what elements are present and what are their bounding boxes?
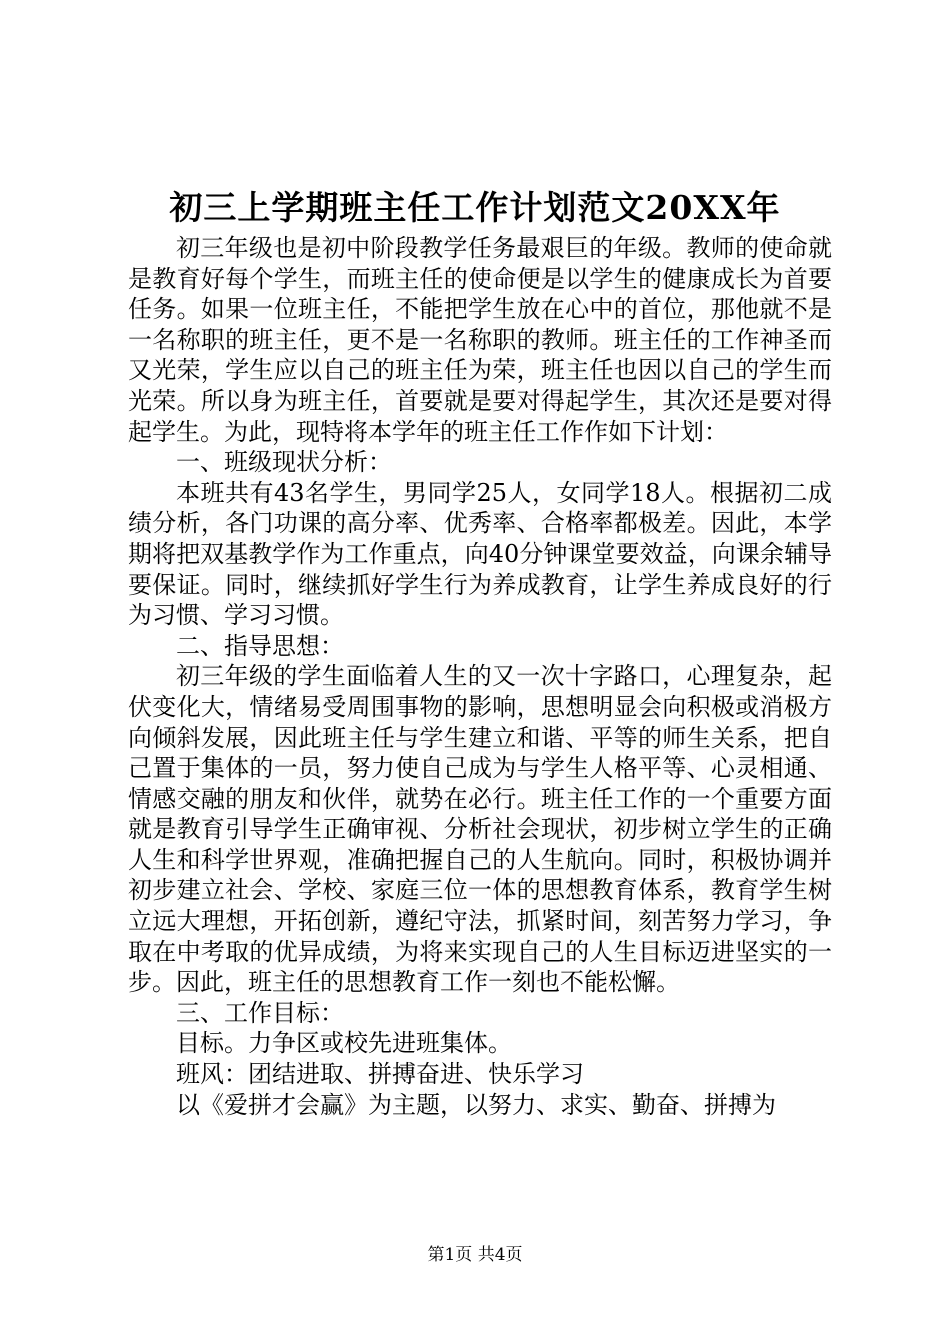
paragraph-guiding-ideology: 初三年级的学生面临着人生的又一次十字路口，心理复杂，起伏变化大，情绪易受周围事物的影响，思想明显会向积极或消极方向倾斜发展，因此班主任与学生建立和谐、平等的师生关系，把自己置于集体的一员，努力使自己成为与学生人格平等、心灵相通、情感交融的朋友和伙伴，就势在必行。班主任工作的一个重要方面就是教育引导学生正确审视、分析社会现状，初步树立学生的正确人生和科学世界观，准确把握自己的人生航向。同时，积极协调并初步建立社会、学校、家庭三位一体的思想教育体系，教育学生树立远大理想，开拓创新，遵纪守法，抓紧时间，刻苦努力学习，争取在中考取的优异成绩，为将来实现自己的人生目标迈进坚实的一步。因此，班主任的思想教育工作一刻也不能松懈。 — [128, 662, 832, 997]
heading-guiding-ideology: 二、指导思想： — [176, 631, 344, 660]
paragraph-theme: 以《爱拼才会赢》为主题，以努力、求实、勤奋、拼搏为 — [176, 1090, 776, 1119]
paragraph-class-analysis: 本班共有43名学生，男同学25人，女同学18人。根据初二成绩分析，各门功课的高分率、优秀率、合格率都极差。因此，本学期将把双基教学作为工作重点，向40分钟课堂要效益，向课余辅导要保证。同时，继续抓好学生行为养成教育，让学生养成良好的行为习惯、学习习惯。 — [128, 478, 832, 630]
paragraph-goal: 目标。力争区或校先进班集体。 — [176, 1029, 512, 1058]
document-title: 初三上学期班主任工作计划范文20XX年 — [169, 188, 781, 227]
paragraph-class-style: 班风：团结进取、拼搏奋进、快乐学习 — [176, 1060, 584, 1089]
page-footer: 第1页 共4页 — [427, 1245, 523, 1265]
document-body — [128, 233, 832, 1120]
paragraph-intro: 初三年级也是初中阶段教学任务最艰巨的年级。教师的使命就是教育好每个学生，而班主任的使命便是以学生的健康成长为首要任务。如果一位班主任，不能把学生放在心中的首位，那他就不是一名称职的班主任，更不是一名称职的教师。班主任的工作神圣而又光荣，学生应以自己的班主任为荣，班主任也因以自己的学生而光荣。所以身为班主任，首要就是要对得起学生，其次还是要对得起学生。为此，现特将本学年的班主任工作作如下计划： — [128, 234, 832, 446]
heading-class-analysis: 一、班级现状分析： — [176, 448, 392, 477]
heading-work-goals: 三、工作目标： — [176, 998, 344, 1027]
